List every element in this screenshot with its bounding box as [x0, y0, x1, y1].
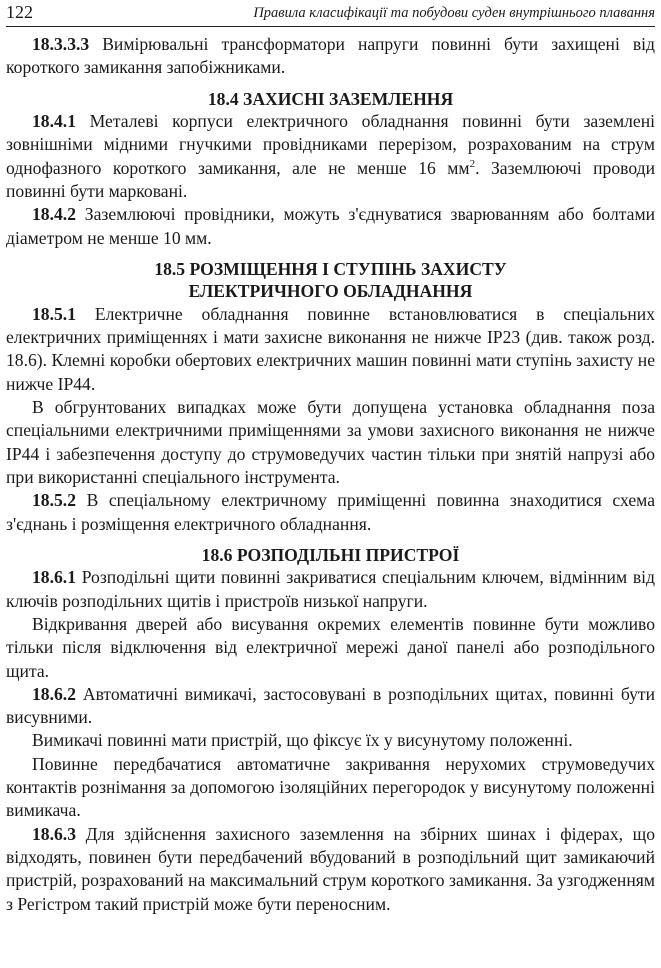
- clause-number: 18.6.1: [32, 567, 76, 588]
- superscript: 2: [469, 157, 476, 170]
- clause-number: 18.3.3.3: [32, 34, 90, 54]
- paragraph-text: Металеві корпуси електричного обладнання повинні бути заземлені зовнішніми мідними гнучкими провідниками перерізом, розрахованим на струм однофазного короткого замикання, але не менше 16 мм: [6, 111, 655, 178]
- clause-number: 18.6.3: [32, 823, 76, 844]
- paragraph-text: Електричне обладнання повинне встановлюватися в спеціальних електричних приміщеннях і мати захисне виконання не нижче IP23 (див. також розд. 18.6). Клемні коробки обертових електричних машин повинні мати ступінь захисту не нижче IP44.: [6, 303, 655, 394]
- clause-number: 18.4.1: [32, 111, 76, 132]
- paragraph-18-6-3: [6, 823, 655, 916]
- paragraph-18-6-2-cont-1: Вимикачі повинні мати пристрій, що фіксує їх у висунутому положенні.: [32, 730, 573, 751]
- paragraph-text: В спеціальному електричному приміщенні повинна знаходитися схема з'єднань і розміщення електричного обладнання.: [6, 490, 655, 534]
- paragraph-text: Автоматичні вимикачі, застосовувані в розподільних щитах, повинні бути висувними.: [6, 683, 655, 728]
- clause-number: 18.4.2: [32, 204, 76, 225]
- heading-line-1: 18.5 РОЗМІЩЕННЯ І СТУПІНЬ ЗАХИСТУ: [154, 258, 507, 279]
- paragraph-18-6-1: [6, 566, 655, 613]
- paragraph-18-4-2: [6, 203, 655, 250]
- running-header: [6, 0, 655, 27]
- paragraph-18-5-2: [6, 489, 655, 536]
- paragraph-text: Заземлюючі провідники, можуть з'єднуватися зварюванням або болтами діаметром не менше 10 мм.: [6, 204, 655, 248]
- page-number: 122: [6, 2, 33, 22]
- clause-number: 18.6.2: [32, 683, 76, 704]
- clause-number: 18.5.2: [32, 490, 76, 511]
- paragraph-18-6-1-cont: Відкривання дверей або висування окремих елементів повинне бути можливо тільки після відключення від електричної мережі даної панелі або розподільного щита.: [6, 613, 655, 681]
- running-title: Правила класифікації та побудови суден внутрішнього плавання: [253, 5, 655, 21]
- section-heading-18-5: [6, 258, 655, 303]
- paragraph-text: Вимірювальні трансформатори напруги повинні бути захищені від короткого замикання запобіжниками.: [6, 34, 655, 78]
- paragraph-text-tail: . Заземлюючі проводи повинні бути марковані.: [6, 157, 655, 201]
- section-heading-18-4: 18.4 ЗАХИСНІ ЗАЗЕМЛЕННЯ: [207, 88, 454, 109]
- heading-line-2: ЕЛЕКТРИЧНОГО ОБЛАДНАННЯ: [188, 281, 473, 302]
- clause-number: 18.5.1: [32, 303, 76, 324]
- paragraph-18-3-3-3: [6, 33, 655, 80]
- paragraph-text: Розподільні щити повинні закриватися спеціальним ключем, відмінним від ключів розподільних щитів і пристроїв низької напруги.: [6, 567, 655, 611]
- section-heading-18-6: 18.6 РОЗПОДІЛЬНІ ПРИСТРОЇ: [201, 544, 460, 565]
- paragraph-18-4-1: [6, 110, 655, 203]
- paragraph-18-6-2: [6, 683, 655, 730]
- paragraph-18-5-1: [6, 303, 655, 396]
- paragraph-18-5-1-cont: В обгрунтованих випадках може бути допущена установка обладнання поза спеціальними електричними приміщеннями за умови захисного виконання не нижче IP44 і забезпечення доступу до струмоведучих частин тільки при знятій напрузі або при використанні спеціального інструмента.: [6, 397, 655, 487]
- paragraph-18-6-2-cont-2: Повинне передбачатися автоматичне закривання нерухомих струмоведучих контактів рознімання за допомогою ізоляційних перегородок у висунутому положенні вимикача.: [6, 753, 655, 821]
- paragraph-text: Для здійснення захисного заземлення на збірних шинах і фідерах, що відходять, повинен бути передбачений вбудований в розподільний щит замикаючий пристрій, розрахований на максимальний струм короткого замикання. За узгодженням з Регістром такий пристрій може бути переносним.: [6, 823, 655, 914]
